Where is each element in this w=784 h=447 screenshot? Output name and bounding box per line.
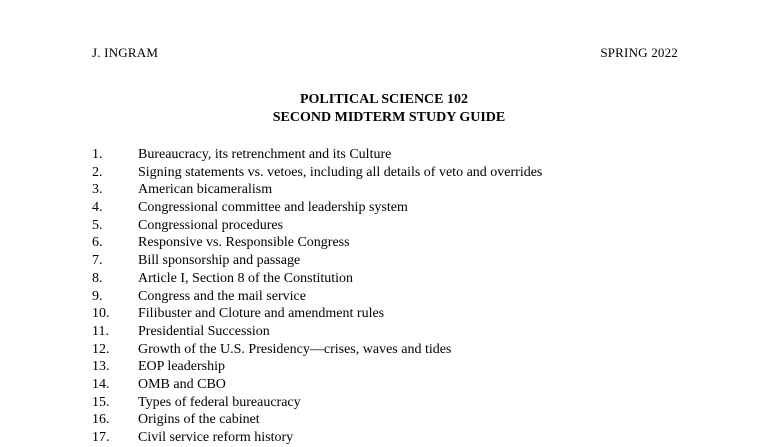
list-item	[92, 252, 542, 270]
list-item	[92, 323, 542, 341]
list-item-text: Congressional procedures	[138, 217, 284, 233]
list-item-text: Congress and the mail service	[138, 288, 306, 304]
list-item-text: American bicameralism	[138, 182, 273, 198]
list-item-text: OMB and CBO	[138, 376, 226, 392]
list-item-number: 1.	[92, 147, 103, 162]
header-author: J. INGRAM	[92, 45, 159, 60]
list-item-text: Congressional committee and leadership system	[138, 200, 408, 216]
document-subtitle: SECOND MIDTERM STUDY GUIDE	[272, 110, 506, 125]
list-item-text: Growth of the U.S. Presidency—crises, waves and tides	[138, 341, 452, 357]
list-item-number: 10.	[92, 306, 110, 322]
list-item-text: Civil service reform history	[138, 430, 294, 445]
list-item-number: 8.	[92, 270, 103, 286]
list-item	[92, 305, 542, 323]
list-item-text: EOP leadership	[138, 359, 225, 375]
list-item-number: 7.	[92, 253, 103, 269]
topic-list	[92, 146, 542, 447]
list-item	[92, 199, 542, 217]
list-item-number: 16.	[92, 412, 110, 428]
header-term: SPRING 2022	[600, 45, 678, 60]
list-item-number: 13.	[92, 359, 110, 375]
list-item	[92, 394, 542, 412]
list-item-number: 14.	[92, 376, 110, 392]
list-item-number: 5.	[92, 217, 103, 233]
list-item-text: Presidential Succession	[138, 323, 270, 339]
list-item-text: Article I, Section 8 of the Constitution	[138, 270, 354, 286]
list-item-text: Responsive vs. Responsible Congress	[138, 235, 350, 251]
list-item-number: 3.	[92, 182, 103, 198]
list-item	[92, 411, 542, 429]
list-item	[92, 164, 542, 182]
list-item-text: Types of federal bureaucracy	[138, 394, 301, 410]
list-item-number: 12.	[92, 341, 110, 357]
list-item-text: Signing statements vs. vetoes, including all details of veto and overrides	[138, 164, 543, 180]
list-item	[92, 234, 542, 252]
document-title: POLITICAL SCIENCE 102	[299, 92, 469, 107]
list-item-text: Bureaucracy, its retrenchment and its Culture	[138, 147, 392, 162]
list-item-text: Bill sponsorship and passage	[138, 253, 301, 269]
list-item-number: 6.	[92, 235, 103, 251]
list-item	[92, 217, 542, 235]
list-item	[92, 270, 542, 288]
list-item-number: 11.	[92, 323, 109, 339]
list-item-number: 15.	[92, 394, 110, 410]
list-item	[92, 146, 542, 164]
list-item	[92, 341, 542, 359]
list-item	[92, 288, 542, 306]
list-item	[92, 429, 542, 447]
list-item-number: 4.	[92, 200, 103, 216]
list-item	[92, 181, 542, 199]
list-item	[92, 376, 542, 394]
list-item-text: Filibuster and Cloture and amendment rules	[138, 306, 385, 322]
list-item	[92, 358, 542, 376]
list-item-number: 2.	[92, 164, 103, 180]
list-item-number: 17.	[92, 430, 110, 445]
list-item-text: Origins of the cabinet	[138, 412, 260, 428]
list-item-number: 9.	[92, 288, 103, 304]
